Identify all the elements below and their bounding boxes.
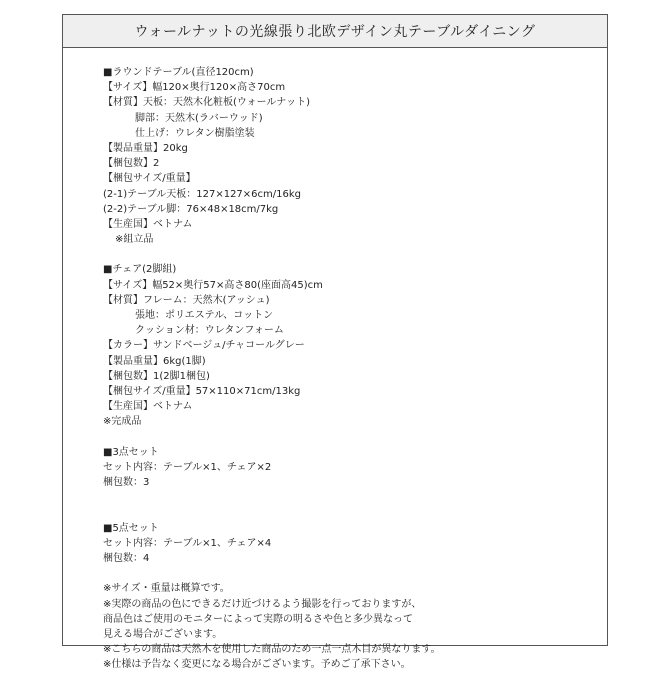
note-wood-grain: ※こちらの商品は天然木を使用した商品のため一点一点木目が異なります。 xyxy=(103,644,441,656)
chair-heading: ■チェア(2脚組) xyxy=(103,264,177,276)
table-package-size-label: 【梱包サイズ/重量】 xyxy=(103,173,196,185)
set3-packages: 梱包数：3 xyxy=(103,477,150,489)
chair-package-size: 【梱包サイズ/重量】57×110×71cm/13kg xyxy=(103,385,301,397)
table-assembly-note: ※組立品 xyxy=(115,234,154,246)
chair-weight: 【製品重量】6kg(1脚) xyxy=(103,355,206,367)
chair-packages: 【梱包数】1(2脚1梱包) xyxy=(103,370,210,382)
chair-material-fabric: 張地：ポリエステル、コットン xyxy=(135,310,274,321)
table-package-legs: (2-2)テーブル脚：76×48×18cm/7kg xyxy=(103,203,279,215)
page-title: ウォールナットの光線張り北欧デザイン丸テーブルダイニング xyxy=(134,24,536,40)
chair-complete-note: ※完成品 xyxy=(103,416,142,428)
set5-contents: セット内容：テーブル×1、チェア×4 xyxy=(103,537,272,549)
chair-material: 【材質】フレーム：天然木(アッシュ) xyxy=(103,294,270,306)
note-size-weight: ※サイズ・重量は概算です。 xyxy=(103,583,230,595)
table-material-legs: 脚部：天然木(ラバーウッド) xyxy=(135,112,263,124)
set3-heading: ■3点セット xyxy=(103,446,159,458)
table-material-finish: 仕上げ：ウレタン樹脂塗装 xyxy=(135,127,255,139)
spec-body xyxy=(103,65,597,673)
set3-contents: セット内容：テーブル×1、チェア×2 xyxy=(103,461,272,473)
note-color-2: 商品色はご使用のモニターによって実際の明るさや色と多少異なって xyxy=(103,613,413,625)
chair-color: 【カラー】サンドベージュ/チャコールグレー xyxy=(103,340,305,352)
note-color-3: 見える場合がございます。 xyxy=(103,628,223,640)
note-color-1: ※実際の商品の色にできるだけ近づけるよう撮影を行っておりますが、 xyxy=(103,598,422,610)
table-weight: 【製品重量】20kg xyxy=(103,142,188,154)
table-origin: 【生産国】ベトナム xyxy=(103,218,193,230)
chair-origin: 【生産国】ベトナム xyxy=(103,401,193,413)
set5-heading: ■5点セット xyxy=(103,522,159,534)
spec-frame xyxy=(62,14,608,671)
set5-packages: 梱包数：4 xyxy=(103,553,150,565)
table-package-top: (2-1)テーブル天板：127×127×6cm/16kg xyxy=(103,188,302,200)
table-packages: 【梱包数】2 xyxy=(103,158,160,170)
chair-size: 【サイズ】幅52×奥行57×高さ80(座面高45)cm xyxy=(103,279,323,291)
table-heading: ■ラウンドテーブル(直径120cm) xyxy=(103,67,254,78)
table-material: 【材質】天板：天然木化粧板(ウォールナット) xyxy=(103,97,311,109)
chair-material-cushion: クッション材：ウレタンフォーム xyxy=(135,325,284,337)
table-size: 【サイズ】幅120×奥行120×高さ70cm xyxy=(103,82,286,94)
title-bar xyxy=(63,15,607,48)
note-spec-change: ※仕様は予告なく変更になる場合がございます。予めご了承下さい。 xyxy=(103,659,411,671)
